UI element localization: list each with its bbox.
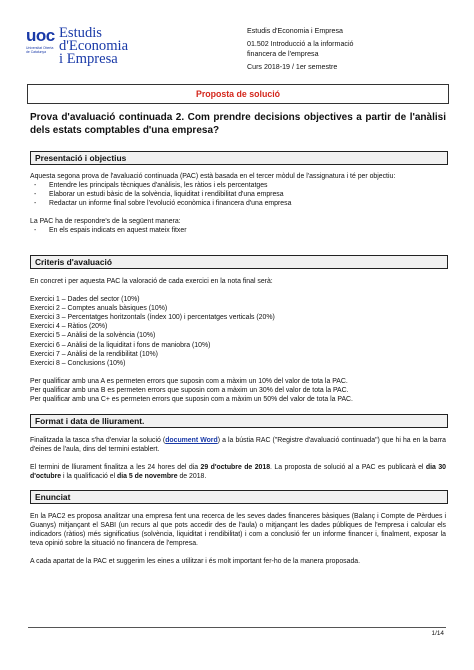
how-intro: La PAC ha de respondre's de la següent manera: <box>30 218 181 226</box>
header-course-name: financera de l'empresa <box>247 49 319 58</box>
page-number: 1/14 <box>431 630 444 637</box>
grade-rule: Per qualificar amb una B es permeten errors que suposin com a màxim un 30% del valor de tota la PAC. <box>30 386 349 394</box>
list-item: Exercici 7 – Anàlisi de la rendibilitat (10%) <box>30 350 158 358</box>
grade-rules <box>30 377 446 404</box>
solution-date: dia 30 d'octubre <box>30 464 446 481</box>
document-title: Prova d'avaluació continuada 2. Com prendre decisions objectives a partir de l'anàlisi dels estats comptables d'una empresa? <box>30 112 446 136</box>
how-list <box>30 226 446 235</box>
logo-brand: Estudis d'Economia i Empresa <box>59 25 129 67</box>
format-body <box>30 436 446 481</box>
submission-instructions: Finalitzada la tasca s'ha d'enviar la solució (document Word) a la bústia RAC ("Registre d'avaluació continuada") que hi ha en la barra d'eines de l'aula, dins del termini establert. <box>30 437 446 454</box>
grade-rule: Per qualificar amb una C+ es permeten errors que suposin com a màxim un 50% del valor de tota la PAC. <box>30 396 353 404</box>
word-document-link[interactable]: document Word <box>165 437 218 444</box>
criteris-body <box>30 277 446 404</box>
logo-subtitle: Universitat Oberta de Catalunya <box>26 46 54 54</box>
list-item: Exercici 4 – Ràtios (20%) <box>30 323 108 331</box>
list-item: Exercici 5 – Anàlisi de la solvència (10%) <box>30 332 156 340</box>
grade-rule: Per qualificar amb una A es permeten errors que suposin com a màxim un 10% del valor de tota la PAC. <box>30 377 348 385</box>
criteris-intro: En concret i per aquesta PAC la valoració de cada exercici en la nota final serà: <box>30 278 273 285</box>
presentacio-body <box>30 172 446 236</box>
solution-banner: Proposta de solució <box>27 84 449 104</box>
enunciat-paragraph-1: En la PAC2 es proposa analitzar una empresa fent una recerca de les seves dades financeres bàsiques (Balanç i Compte de Pèrdues i Guanys) mitjançant el SABI (un recurs al que pots accedir des de l'aula) o mitjançant les dades públiques de l'empresa i calcular els indicadors (ràtios) més significatius (solvència, liquiditat i rendibilitat) i com a conclusió fer un informe financer i, finalment, exposar la teva opinió sobre la situació no financera de l'empresa. <box>30 513 446 548</box>
section-heading-presentacio: Presentació i objectius <box>30 151 448 165</box>
section-heading-enunciat: Enunciat <box>30 490 448 504</box>
logo-abbr: uoc <box>26 26 55 45</box>
section-heading-criteris: Criteris d'avaluació <box>30 255 448 269</box>
list-item: Exercici 8 – Conclusions (10%) <box>30 359 126 367</box>
deadline-date: 29 d'octubre de 2018 <box>200 464 271 472</box>
list-item: - Elaborar un estudi bàsic de la solvència, liquiditat i rendibilitat d'una empresa <box>30 190 446 199</box>
list-item: Exercici 1 – Dades del sector (10%) <box>30 296 140 304</box>
enunciat-body <box>30 512 446 566</box>
enunciat-paragraph-2: A cada apartat de la PAC et suggerim les eines a utilitzar i és molt important fer-ho de la manera proposada. <box>30 558 361 566</box>
footer-divider <box>28 627 446 628</box>
list-item: - Redactar un informe final sobre l'evolució econòmica i financera d'una empresa <box>30 199 446 208</box>
section-heading-format: Format i data de lliurament. <box>30 414 448 428</box>
presentacio-intro: Aquesta segona prova de l'avaluació continuada (PAC) està basada en el tercer mòdul de l'assignatura i té per objectiu: <box>30 173 396 180</box>
header-course-code: 01.502 Introducció a la informació <box>247 40 354 49</box>
header-faculty: Estudis d'Economia i Empresa <box>247 27 343 35</box>
objectives-list <box>30 181 446 208</box>
deadline-info: El termini de lliurament finalitza a les 24 hores del dia 29 d'octubre de 2018. La proposta de solució al a PAC es publicarà el dia 30 d'octubre i la qualificació el dia 5 de novembre de 2018. <box>30 464 446 481</box>
list-item: Exercici 2 – Comptes anuals bàsiques (10%) <box>30 305 168 313</box>
header-semester: Curs 2018-19 / 1er semestre <box>247 63 338 72</box>
list-item: - Entendre les principals tècniques d'anàlisis, les ràtios i els percentatges <box>30 181 446 190</box>
list-item: - En els espais indicats en aquest mateix fitxer <box>30 226 446 235</box>
list-item: Exercici 6 – Anàlisi de la liquiditat i fons de maniobra (10%) <box>30 341 211 349</box>
list-item: Exercici 3 – Percentatges horitzontals (índex 100) i percentatges verticals (20%) <box>30 314 275 322</box>
grade-date: dia 5 de novembre <box>117 473 178 481</box>
exercise-list <box>30 295 446 368</box>
uoc-logo <box>26 26 136 72</box>
course-header <box>247 27 353 73</box>
